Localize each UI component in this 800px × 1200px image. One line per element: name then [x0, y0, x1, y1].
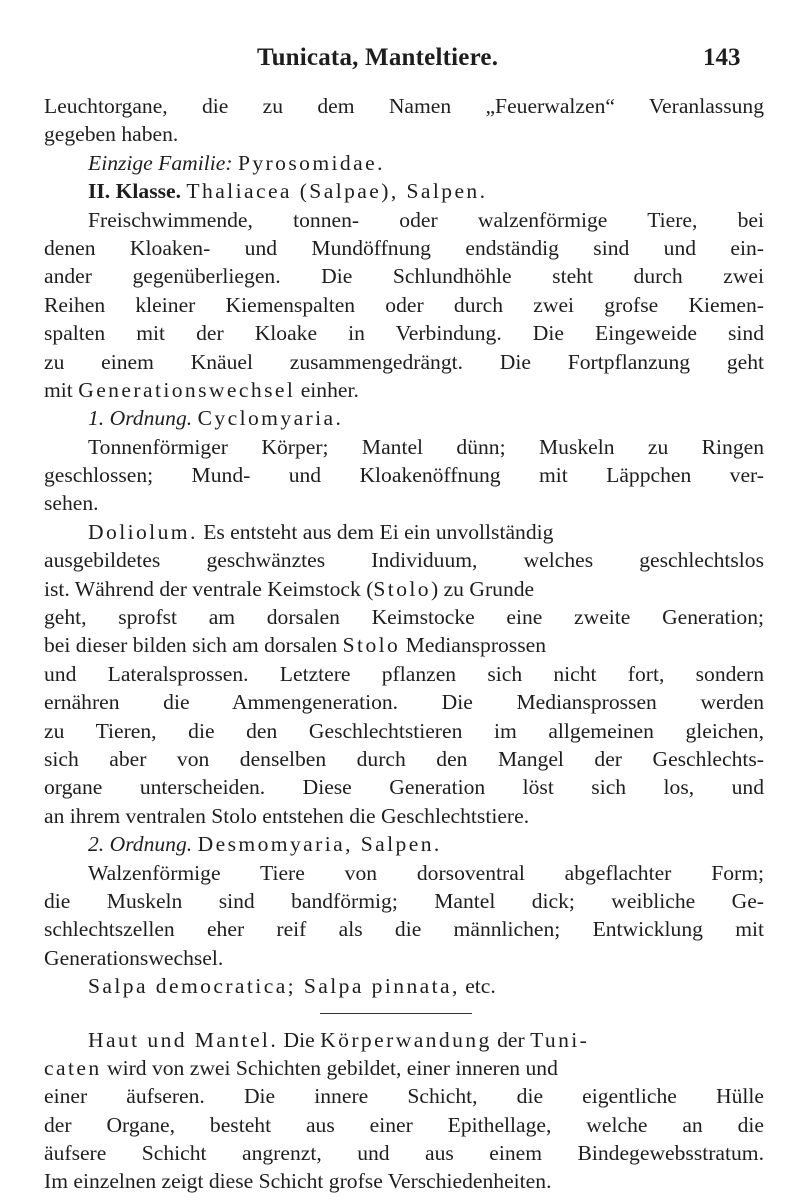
emphasized-term: Tuni- — [530, 1027, 590, 1052]
text-line: Freischwimmende, tonnen- oder walzenförmige Tiere, bei — [88, 207, 764, 232]
text-line: zu einem Knäuel zusammengedrängt. Die Fortpflanzung geht — [44, 349, 764, 374]
text-line: Generationswechsel. — [44, 945, 224, 970]
body-text — [44, 92, 764, 1196]
text-line: ausgebildetes geschwänztes Individuum, welches geschlechtslos — [44, 548, 764, 573]
class-label: II. Klasse. — [88, 179, 181, 204]
emphasized-term: Stolo — [373, 576, 431, 601]
text-span: der — [497, 1027, 525, 1052]
text-line: äufsere Schicht angrenzt, und aus einem Bindegewebsstratum. — [44, 1141, 764, 1166]
emphasized-term: Generationswechsel — [78, 377, 296, 402]
text-span: wird von zwei Schichten gebildet, einer inneren und — [106, 1055, 558, 1080]
text-span: Es entsteht aus dem Ei ein unvollständig — [203, 519, 554, 544]
text-span: mit — [44, 377, 73, 402]
text-line — [44, 376, 764, 404]
genus-name: Doliolum. — [88, 519, 198, 544]
text-line: geht, sprofst am dorsalen Keimstocke eine zweite Generation; — [44, 605, 764, 630]
section-title: Haut und Mantel. — [88, 1027, 279, 1052]
order-label: 2. Ordnung. — [88, 832, 193, 857]
text-line: ander gegenüberliegen. Die Schlundhöhle steht durch zwei — [44, 264, 764, 289]
text-span: ist. Während der ventrale Keimstock ( — [44, 576, 374, 601]
class-name: Thaliacea (Salpae), Salpen. — [186, 179, 488, 204]
family-line — [44, 149, 764, 177]
text-line — [44, 518, 764, 546]
order-label: 1. Ordnung. — [88, 406, 193, 431]
text-line: Leuchtorgane, die zu dem Namen „Feuerwalzen“ Veranlassung — [44, 94, 764, 118]
text-line: und Lateralsprossen. Letztere pflanzen sich nicht fort, sondern — [44, 661, 764, 686]
text-span: etc. — [465, 974, 496, 999]
species-line — [44, 972, 764, 1000]
text-line: spalten mit der Kloake in Verbindung. Die Eingeweide sind — [44, 321, 764, 346]
family-label: Einzige Familie: — [88, 150, 233, 175]
species-names: Salpa democratica; Salpa pinnata, — [88, 974, 460, 999]
emphasized-term: caten — [44, 1055, 102, 1080]
text-line: gegeben haben. — [44, 122, 179, 147]
text-line: Reihen kleiner Kiemenspalten oder durch zwei grofse Kiemen- — [44, 292, 764, 317]
text-span: bei dieser bilden sich am dorsalen — [44, 633, 338, 658]
text-line: an ihrem ventralen Stolo entstehen die Geschlechtstiere. — [44, 803, 530, 828]
text-line: sich aber von denselben durch den Mangel der Geschlechts- — [44, 746, 764, 771]
text-span: einher. — [300, 377, 359, 402]
family-name: Pyrosomidae. — [237, 150, 385, 175]
text-line: geschlossen; Mund- und Kloakenöffnung mit Läppchen ver- — [44, 463, 764, 488]
running-title: Tunicata, Manteltiere. — [257, 44, 499, 71]
text-span: Mediansprossen — [405, 633, 546, 658]
text-line: Im einzelnen zeigt diese Schicht grofse Verschiedenheiten. — [44, 1169, 552, 1194]
emphasized-term: Stolo — [342, 633, 401, 658]
text-span: ) zu Grunde — [431, 576, 535, 601]
text-line: schlechtszellen eher reif als die männlichen; Entwicklung mit — [44, 917, 764, 942]
text-line — [44, 1054, 764, 1082]
text-line: Tonnenförmiger Körper; Mantel dünn; Muskeln zu Ringen — [88, 434, 764, 459]
order-name: Cyclomyaria. — [197, 406, 344, 431]
text-line: die Muskeln sind bandförmig; Mantel dick; weibliche Ge- — [44, 888, 764, 913]
class-heading — [44, 177, 764, 205]
text-span: Die — [283, 1027, 315, 1052]
text-line: einer äufseren. Die innere Schicht, die eigentliche Hülle — [44, 1084, 764, 1109]
text-line: zu Tieren, die den Geschlechtstieren im allgemeinen gleichen, — [44, 718, 764, 743]
text-line: sehen. — [44, 491, 99, 516]
section-divider — [320, 1013, 472, 1014]
page-number: 143 — [703, 44, 741, 71]
text-line — [44, 631, 764, 659]
emphasized-term: Körperwandung — [320, 1027, 492, 1052]
text-line: ernähren die Ammengeneration. Die Mediansprossen werden — [44, 690, 764, 715]
text-line — [44, 575, 764, 603]
text-line: denen Kloaken- und Mundöffnung endständig sind und ein- — [44, 235, 764, 260]
text-line: organe unterscheiden. Diese Generation löst sich los, und — [44, 775, 764, 800]
text-line: Walzenförmige Tiere von dorsoventral abgeflachter Form; — [88, 860, 764, 885]
order-heading — [44, 404, 764, 432]
order-name: Desmomyaria, Salpen. — [197, 832, 442, 857]
section-heading-line — [44, 1026, 764, 1054]
page-header — [0, 38, 800, 78]
text-line: der Organe, besteht aus einer Epithellage, welche an die — [44, 1112, 764, 1137]
order-heading — [44, 830, 764, 858]
